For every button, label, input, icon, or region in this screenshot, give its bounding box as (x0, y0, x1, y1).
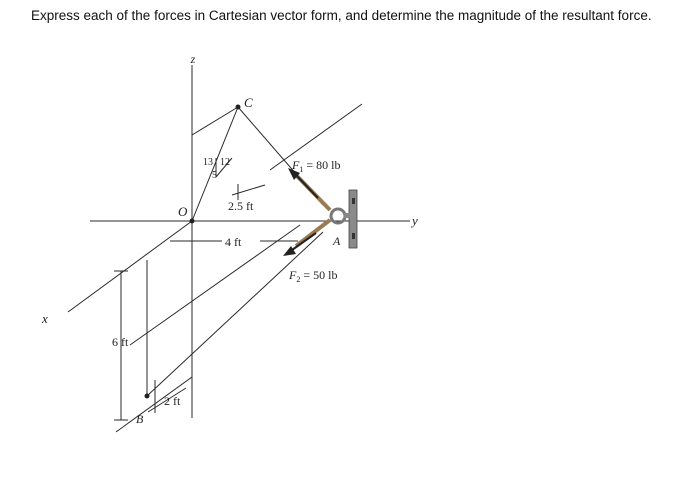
x-axis (68, 221, 192, 312)
dim-4ft-label: 4 ft (225, 235, 242, 249)
point-a-label: A (333, 234, 341, 248)
dim-2-5ft-line (232, 185, 265, 195)
f2-label: $F_2 = 50$ lb (289, 268, 338, 284)
problem-statement: Express each of the forces in Cartesian vector form, and determine the magnitude of the resultant force. (31, 8, 652, 23)
point-b-label: B (136, 412, 144, 426)
origin-label: O (178, 204, 188, 219)
bottom-diagonal (116, 377, 192, 432)
y-axis-label: y (412, 213, 418, 228)
point-c-label: C (244, 95, 253, 110)
slope-12: 12 (220, 157, 230, 168)
point-o-dot (190, 219, 195, 224)
bracket-bolt-top (352, 198, 355, 204)
line-c-to-zaxis (192, 107, 238, 135)
point-c-dot (236, 105, 241, 110)
slope-13: 13 (203, 157, 213, 168)
f1-label: $F_1 = 80$ lb (292, 158, 341, 174)
dim-2-5ft-label: 2.5 ft (228, 199, 254, 213)
dim-6ft-label: 6 ft (112, 335, 129, 349)
z-axis-label: z (190, 52, 196, 66)
dim-2ft-label: 2 ft (164, 394, 181, 408)
eye-stem (344, 213, 350, 218)
slope-5: 5 (212, 170, 217, 181)
x-axis-label: x (42, 311, 48, 326)
bracket-bolt-bottom (352, 233, 355, 239)
rope-2 (296, 220, 330, 246)
f1-arrow-shaft (296, 175, 318, 198)
point-b-dot (145, 394, 150, 399)
diagonal-lower (130, 225, 300, 345)
